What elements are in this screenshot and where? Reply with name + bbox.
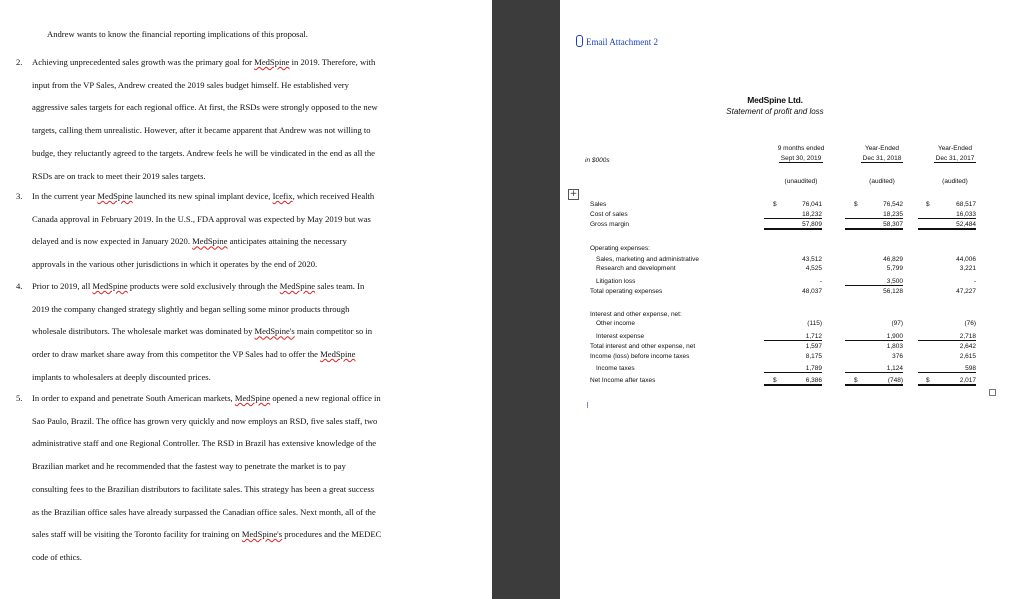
cell-other-income-col1: (115) bbox=[807, 320, 822, 327]
spellcheck-flagged-word: MedSpine bbox=[320, 349, 356, 360]
paperclip-icon bbox=[576, 35, 583, 47]
cell-cost-of-sales-col3: 16,033 bbox=[918, 211, 976, 219]
text-run: input from the VP Sales, Andrew created the 2019 sales budget himself. He established very bbox=[32, 79, 349, 90]
text-run: RSDs are on track to meet their 2019 sales targets. bbox=[32, 170, 206, 181]
text-run: in 2019. Therefore, with bbox=[289, 57, 376, 67]
paragraph-line bbox=[32, 552, 82, 562]
row-label-net-income: Net Income after taxes bbox=[590, 377, 656, 384]
left-document-page bbox=[0, 0, 492, 599]
paragraph-line bbox=[32, 281, 364, 291]
paragraph-line bbox=[32, 102, 378, 112]
text-run: anticipates attaining the necessary bbox=[227, 236, 347, 247]
intro-paragraph: Andrew wants to know the financial reporting implications of this proposal. bbox=[47, 29, 308, 39]
statement-title: Statement of profit and loss bbox=[726, 107, 824, 116]
paragraph-line bbox=[32, 148, 375, 158]
text-run: consulting fees to the Brazilian distributors to facilitate sales. This strategy has been a great success bbox=[32, 483, 375, 494]
cell-total-interest-col1: 1,597 bbox=[805, 343, 822, 350]
paragraph-line bbox=[32, 372, 211, 382]
col3-header-line1: Year-Ended bbox=[937, 145, 973, 152]
row-label-total-opex: Total operating expenses bbox=[590, 288, 663, 295]
paragraph-line bbox=[32, 416, 377, 426]
cell-gross-margin-col2: 58,307 bbox=[845, 221, 903, 230]
paragraph-line bbox=[32, 125, 371, 135]
row-label-cost-of-sales: Cost of sales bbox=[590, 211, 628, 218]
text-run: sales staff will be visiting the Toronto facility for training on bbox=[32, 529, 242, 540]
company-name: MedSpine Ltd. bbox=[747, 95, 803, 105]
list-item-number: 2. bbox=[16, 57, 23, 67]
cell-gross-margin-col3: 52,484 bbox=[918, 221, 976, 230]
currency-symbol: $ bbox=[926, 201, 930, 208]
cell-cost-of-sales-col2: 18,235 bbox=[845, 211, 903, 219]
cell-income-taxes-col1: 1,789 bbox=[764, 365, 822, 373]
row-label-other-income: Other income bbox=[596, 320, 636, 327]
text-run: opened a new regional office in bbox=[270, 393, 381, 403]
cell-smga-col3: 44,006 bbox=[956, 256, 976, 263]
cell-smga-col1: 43,512 bbox=[802, 256, 822, 263]
cell-sales-col1: 76,041 bbox=[802, 201, 822, 208]
row-label-income-before-tax: Income (loss) before income taxes bbox=[590, 353, 690, 360]
col1-status: (unaudited) bbox=[784, 178, 818, 185]
cell-total-interest-col2: 1,803 bbox=[886, 343, 903, 350]
row-label-gross-margin: Gross margin bbox=[590, 221, 630, 228]
table-move-handle-icon[interactable]: + bbox=[569, 189, 578, 199]
text-run: launched its new spinal implant device, bbox=[132, 191, 273, 201]
cell-gross-margin-col1: 57,809 bbox=[764, 221, 822, 230]
table-resize-handle[interactable] bbox=[989, 389, 996, 396]
cell-sales-col2: 76,542 bbox=[883, 201, 903, 208]
cell-interest-expense-col3: 2,718 bbox=[918, 333, 976, 341]
cell-rnd-col2: 5,799 bbox=[886, 265, 903, 272]
text-run: Sao Paulo, Brazil. The office has grown very quickly and now employs an RSD, five sales staff, two bbox=[32, 415, 378, 426]
text-run: main competitor so in bbox=[294, 326, 373, 337]
cell-interest-expense-col1: 1,712 bbox=[764, 333, 822, 341]
spellcheck-flagged-word: Icefix bbox=[272, 191, 293, 201]
row-label-sales: Sales bbox=[590, 201, 607, 208]
row-label-other-header: Interest and other expense, net: bbox=[590, 311, 682, 318]
text-run: administrative staff and one Regional Controller. The RSD in Brazil has extensive knowledge of the bbox=[32, 438, 377, 449]
row-label-litigation: Litigation loss bbox=[596, 278, 636, 285]
units-label: in $000s bbox=[585, 157, 610, 164]
spellcheck-flagged-word: MedSpine bbox=[192, 236, 228, 247]
currency-symbol: $ bbox=[854, 201, 858, 208]
cell-sales-col3: 68,517 bbox=[956, 201, 976, 208]
cell-rnd-col3: 3,221 bbox=[959, 265, 976, 272]
cell-rnd-col1: 4,525 bbox=[805, 265, 822, 272]
attachment-label: Email Attachment 2 bbox=[586, 37, 658, 47]
cell-income-before-tax-col1: 8,175 bbox=[805, 353, 822, 360]
row-label-opex-header: Operating expenses: bbox=[590, 245, 650, 252]
paragraph-line bbox=[32, 171, 206, 181]
spellcheck-flagged-word: MedSpine's bbox=[254, 326, 295, 337]
col2-header-line1: Year-Ended bbox=[864, 145, 900, 152]
text-run: 2019 the company changed strategy slightly and began selling some minor products through bbox=[32, 303, 350, 314]
cell-net-income-col3: 2,017 bbox=[918, 377, 976, 386]
paragraph-line bbox=[32, 236, 347, 246]
cell-total-opex-col3: 47,227 bbox=[956, 288, 976, 295]
cell-other-income-col3: (76) bbox=[964, 320, 976, 327]
text-run: Prior to 2019, all bbox=[32, 281, 93, 291]
row-label-income-taxes: Income taxes bbox=[596, 365, 635, 372]
text-run: , which received Health bbox=[292, 191, 375, 201]
cell-litigation-col3: - bbox=[973, 278, 976, 285]
text-run: code of ethics. bbox=[32, 551, 82, 562]
text-run: as the Brazilian office sales have already surpassed the Canadian office sales. Next month, all of the bbox=[32, 506, 376, 517]
cell-litigation-col2: 3,500 bbox=[845, 278, 903, 286]
cell-income-before-tax-col2: 376 bbox=[892, 353, 903, 360]
spellcheck-flagged-word: MedSpine bbox=[279, 281, 316, 291]
text-run: order to draw market share away from this competitor the VP Sales had to offer the bbox=[32, 349, 321, 360]
text-run: targets, calling them unrealistic. However, after it became apparent that Andrew was not willing to bbox=[32, 125, 371, 136]
cell-other-income-col2: (97) bbox=[891, 320, 903, 327]
cell-cost-of-sales-col1: 18,232 bbox=[764, 211, 822, 219]
cell-income-before-tax-col3: 2,615 bbox=[959, 353, 976, 360]
currency-symbol: $ bbox=[926, 377, 930, 384]
cell-income-taxes-col2: 1,124 bbox=[845, 365, 903, 373]
col1-header-line2: Sept 30, 2019 bbox=[780, 155, 822, 162]
currency-symbol: $ bbox=[773, 377, 777, 384]
spellcheck-flagged-word: MedSpine's bbox=[241, 529, 283, 540]
text-run: In the current year bbox=[32, 191, 98, 201]
paragraph-line bbox=[32, 214, 371, 224]
spellcheck-flagged-word: MedSpine bbox=[97, 191, 133, 201]
cell-total-opex-col1: 48,037 bbox=[802, 288, 822, 295]
spellcheck-flagged-word: MedSpine bbox=[92, 281, 128, 291]
cell-litigation-col1: - bbox=[819, 278, 822, 285]
paragraph-line bbox=[32, 57, 375, 67]
spellcheck-flagged-word: MedSpine bbox=[254, 57, 290, 67]
text-cursor-icon bbox=[587, 402, 588, 408]
list-item-number: 5. bbox=[16, 393, 23, 403]
row-label-rnd: Research and development bbox=[596, 265, 676, 272]
paragraph-line bbox=[32, 259, 317, 269]
text-run: wholesale distributors. The wholesale market was dominated by bbox=[32, 326, 255, 337]
text-run: implants to wholesalers at deeply discounted prices. bbox=[32, 371, 211, 382]
paragraph-line bbox=[32, 484, 374, 494]
paragraph-line bbox=[32, 191, 374, 201]
paragraph-line bbox=[32, 393, 381, 403]
paragraph-line bbox=[32, 438, 376, 448]
paragraph-line bbox=[32, 326, 372, 336]
cell-total-interest-col3: 2,642 bbox=[959, 343, 976, 350]
text-run: approvals in the various other jurisdictions in which it operates by the end of 2020. bbox=[32, 259, 318, 270]
currency-symbol: $ bbox=[854, 377, 858, 384]
paragraph-line bbox=[32, 349, 355, 359]
cell-interest-expense-col2: 1,900 bbox=[845, 333, 903, 341]
text-run: In order to expand and penetrate South American markets, bbox=[32, 393, 235, 403]
row-label-interest-expense: Interest expense bbox=[596, 333, 645, 340]
col3-status: (audited) bbox=[942, 178, 968, 185]
paragraph-line bbox=[32, 80, 349, 90]
spellcheck-flagged-word: MedSpine bbox=[234, 393, 271, 403]
cell-net-income-col2: (748) bbox=[845, 377, 903, 386]
col2-status: (audited) bbox=[869, 178, 895, 185]
text-run: procedures and the MEDEC bbox=[282, 529, 382, 540]
list-item-number: 3. bbox=[16, 191, 23, 201]
text-run: aggressive sales targets for each regional office. At first, the RSDs were strongly opposed to the new bbox=[32, 102, 378, 113]
col3-header-line2: Dec 31, 2017 bbox=[935, 155, 975, 162]
text-run: Achieving unprecedented sales growth was the primary goal for bbox=[32, 57, 255, 67]
paragraph-line bbox=[32, 507, 376, 517]
cell-total-opex-col2: 56,128 bbox=[883, 288, 903, 295]
cell-smga-col2: 46,829 bbox=[883, 256, 903, 263]
currency-symbol: $ bbox=[773, 201, 777, 208]
email-attachment-link[interactable] bbox=[576, 35, 658, 47]
paragraph-line bbox=[32, 461, 346, 471]
cell-income-taxes-col3: 598 bbox=[918, 365, 976, 373]
list-item-number: 4. bbox=[16, 281, 23, 291]
row-label-smga: Sales, marketing and administrative bbox=[596, 256, 699, 263]
row-label-total-interest: Total interest and other expense, net bbox=[590, 343, 696, 350]
right-document-page bbox=[560, 0, 1014, 599]
text-run: delayed and is now expected in January 2020. bbox=[32, 236, 193, 247]
text-run: Brazilian market and he recommended that the fastest way to penetrate the market is to pay bbox=[32, 461, 346, 472]
text-run: budge, they reluctantly agreed to the targets. Andrew feels he will be vindicated in the end as all the bbox=[32, 147, 375, 158]
page-divider bbox=[492, 0, 560, 599]
text-run: products were sold exclusively through the bbox=[127, 281, 280, 291]
paragraph-line bbox=[32, 304, 349, 314]
col2-header-line2: Dec 31, 2018 bbox=[862, 155, 902, 162]
col1-header-line1: 9 months ended bbox=[777, 145, 825, 152]
text-run: Canada approval in February 2019. In the U.S., FDA approval was expected by May 2019 but was bbox=[32, 213, 371, 224]
paragraph-line bbox=[32, 529, 381, 539]
text-run: sales team. In bbox=[315, 281, 365, 291]
cell-net-income-col1: 6,386 bbox=[764, 377, 822, 386]
